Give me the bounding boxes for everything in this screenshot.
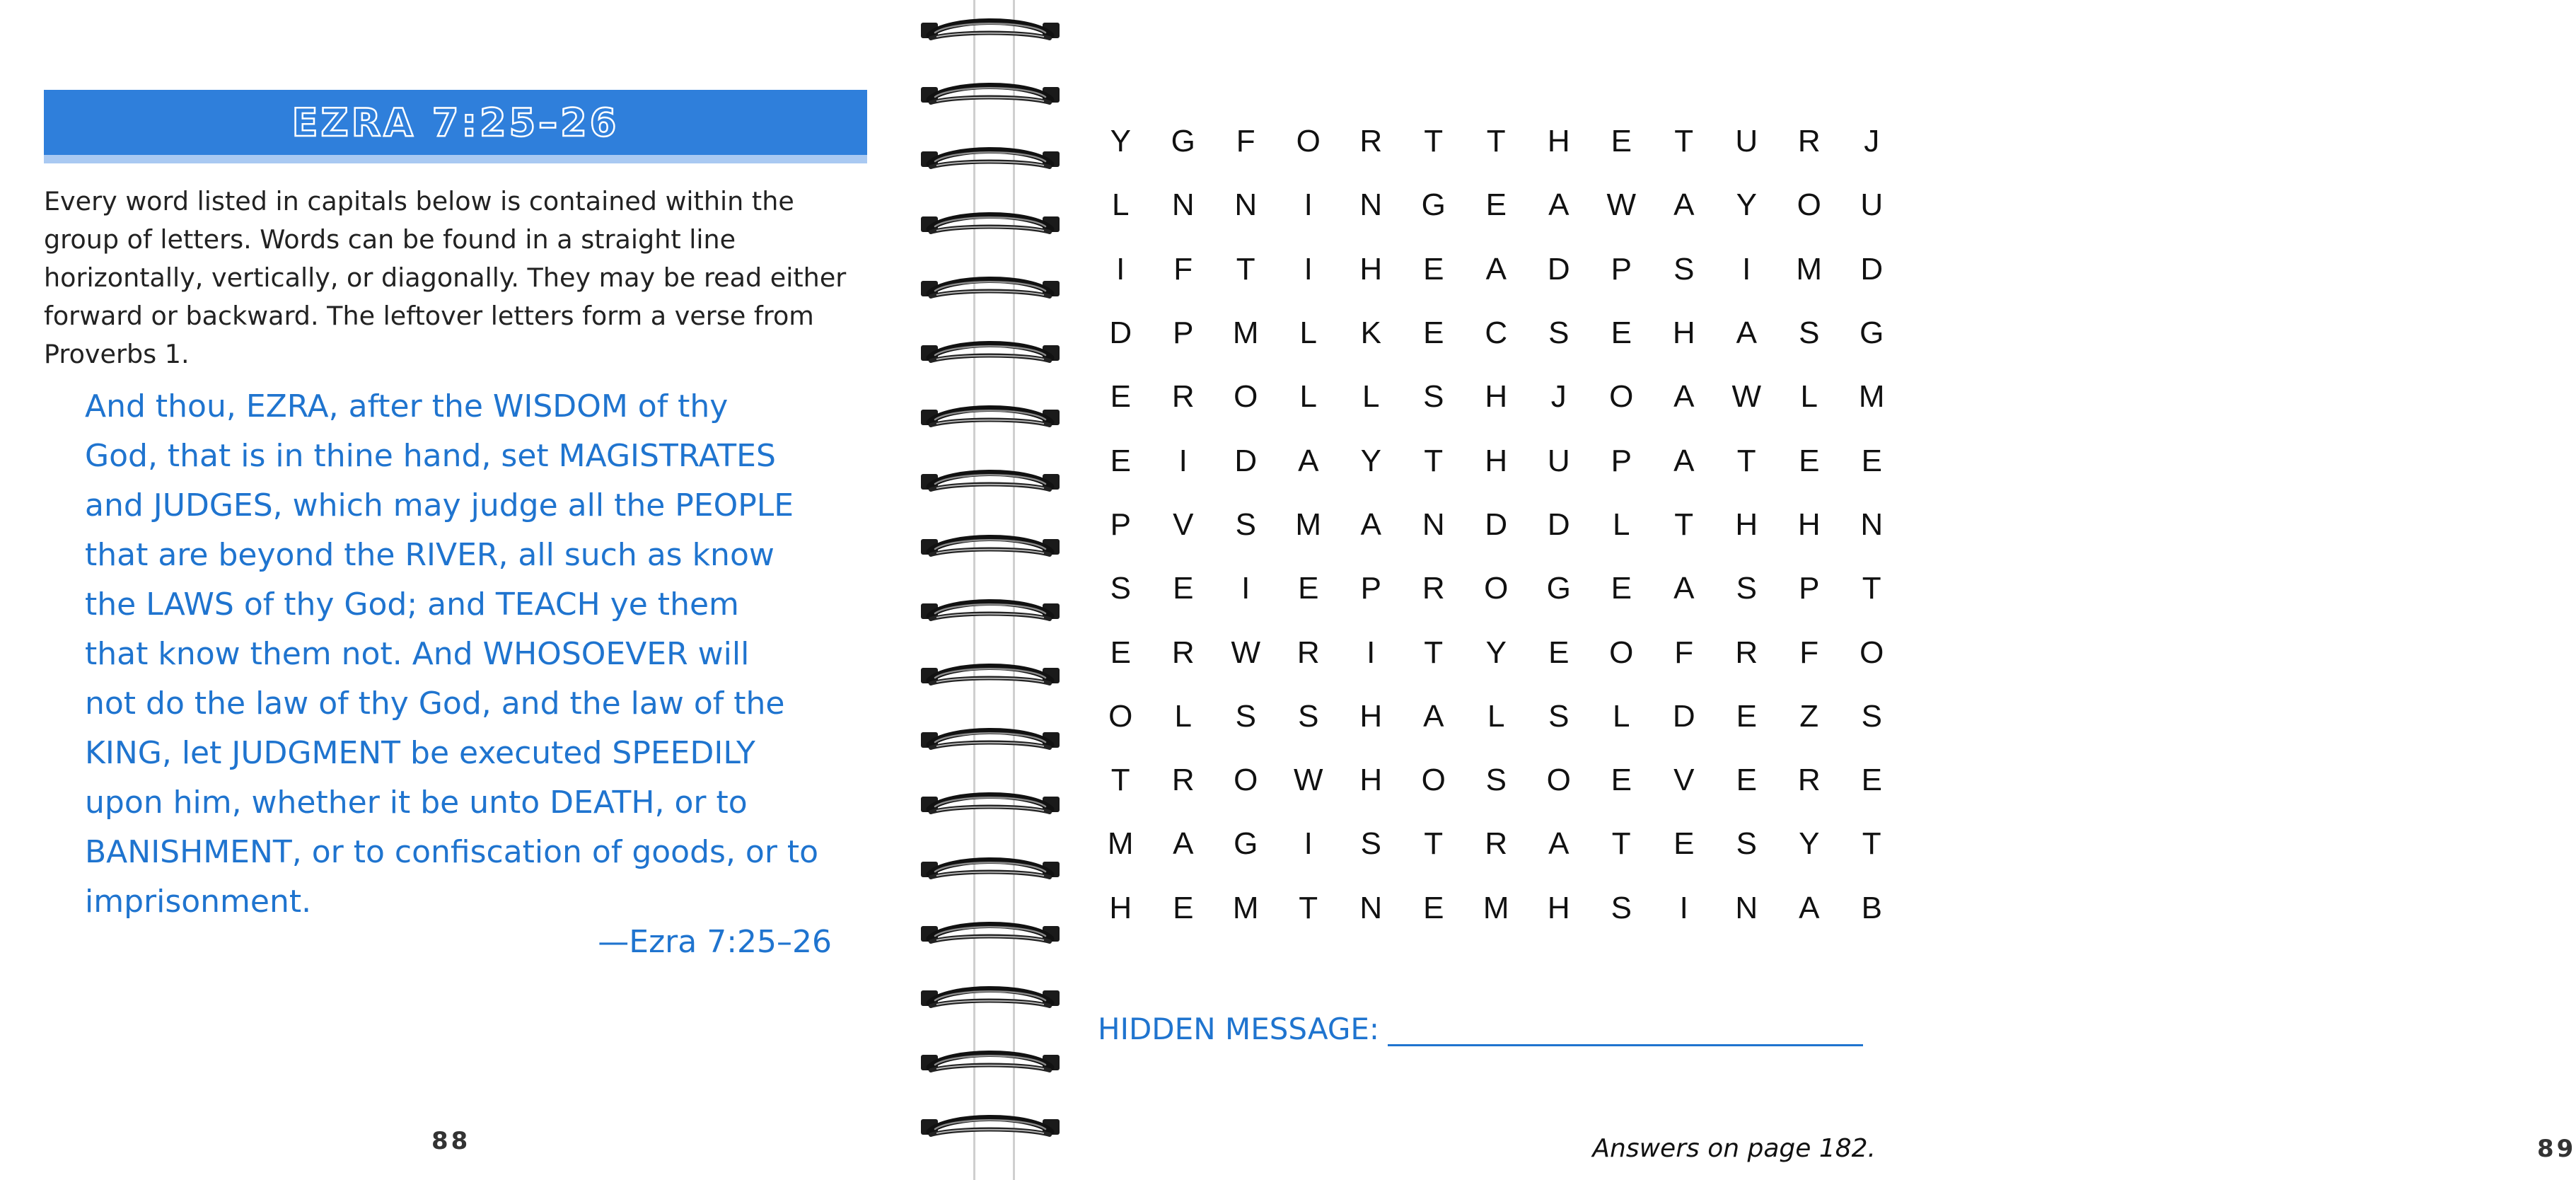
- grid-letter[interactable]: R: [1422, 571, 1445, 606]
- binding-ring: [919, 1111, 1061, 1142]
- grid-letter[interactable]: L: [1613, 698, 1630, 734]
- grid-letter[interactable]: D: [1109, 316, 1132, 351]
- grid-letter[interactable]: L: [1174, 698, 1192, 734]
- grid-letter[interactable]: D: [1547, 251, 1570, 287]
- grid-letter[interactable]: T: [1424, 443, 1444, 478]
- grid-letter[interactable]: T: [1674, 507, 1694, 542]
- grid-letter[interactable]: H: [1735, 507, 1758, 542]
- grid-letter[interactable]: E: [1110, 379, 1131, 415]
- grid-letter[interactable]: O: [1609, 635, 1634, 670]
- grid-letter[interactable]: P: [1173, 316, 1194, 351]
- grid-letter[interactable]: S: [1611, 890, 1632, 925]
- grid-letter[interactable]: T: [1611, 826, 1631, 862]
- grid-letter[interactable]: T: [1862, 571, 1881, 606]
- grid-letter[interactable]: S: [1861, 698, 1882, 734]
- word-search-grid: [1089, 110, 1903, 940]
- grid-letter[interactable]: N: [1359, 187, 1383, 223]
- grid-letter[interactable]: M: [1295, 507, 1322, 542]
- grid-letter[interactable]: G: [1860, 316, 1884, 351]
- grid-letter[interactable]: F: [1674, 635, 1694, 670]
- grid-letter[interactable]: E: [1736, 763, 1757, 798]
- grid-letter[interactable]: H: [1485, 379, 1508, 415]
- grid-letter[interactable]: A: [1485, 251, 1507, 287]
- grid-letter[interactable]: E: [1611, 571, 1632, 606]
- grid-letter[interactable]: F: [1236, 124, 1255, 159]
- grid-letter[interactable]: E: [1799, 443, 1820, 478]
- grid-letter[interactable]: P: [1799, 571, 1820, 606]
- page-number-left: 88: [431, 1127, 471, 1155]
- grid-letter[interactable]: R: [1171, 635, 1195, 670]
- grid-letter[interactable]: O: [1234, 379, 1258, 415]
- verse-line: imprisonment.: [85, 884, 312, 920]
- grid-letter[interactable]: D: [1547, 507, 1570, 542]
- grid-letter[interactable]: O: [1797, 187, 1821, 223]
- grid-letter[interactable]: A: [1548, 826, 1570, 862]
- grid-letter[interactable]: M: [1796, 251, 1823, 287]
- grid-letter[interactable]: G: [1546, 571, 1571, 606]
- grid-letter[interactable]: I: [1241, 571, 1251, 606]
- grid-letter[interactable]: D: [1672, 698, 1695, 734]
- left-page: [0, 0, 912, 1180]
- grid-letter[interactable]: A: [1673, 379, 1695, 415]
- binding-ring: [919, 337, 1061, 368]
- grid-letter[interactable]: S: [1298, 698, 1319, 734]
- grid-letter[interactable]: C: [1485, 316, 1508, 351]
- grid-letter[interactable]: P: [1611, 251, 1632, 287]
- verse-line: God, that is in thine hand, set MAGISTRATES: [85, 438, 776, 474]
- page-title: EZRA 7:25–26: [291, 100, 620, 145]
- grid-letter[interactable]: R: [1735, 635, 1758, 670]
- grid-letter[interactable]: G: [1234, 826, 1258, 862]
- grid-letter[interactable]: R: [1797, 763, 1821, 798]
- grid-letter[interactable]: W: [1731, 379, 1762, 415]
- grid-letter[interactable]: T: [1424, 124, 1444, 159]
- grid-letter[interactable]: O: [1234, 763, 1258, 798]
- grid-letter[interactable]: M: [1483, 890, 1509, 925]
- grid-letter[interactable]: O: [1484, 571, 1509, 606]
- grid-letter[interactable]: I: [1304, 187, 1313, 223]
- grid-letter[interactable]: S: [1673, 251, 1695, 287]
- binding-ring: [919, 465, 1061, 497]
- grid-letter[interactable]: N: [1234, 187, 1258, 223]
- grid-letter[interactable]: A: [1423, 698, 1444, 734]
- grid-letter[interactable]: W: [1293, 763, 1323, 798]
- grid-letter[interactable]: E: [1548, 635, 1570, 670]
- grid-letter[interactable]: H: [1797, 507, 1821, 542]
- grid-letter[interactable]: A: [1799, 890, 1820, 925]
- grid-letter[interactable]: E: [1861, 763, 1882, 798]
- grid-letter[interactable]: P: [1611, 443, 1632, 478]
- grid-letter[interactable]: A: [1673, 443, 1695, 478]
- right-page: [1061, 0, 2576, 1180]
- verse-line: the LAWS of thy God; and TEACH ye them: [85, 586, 739, 623]
- grid-letter[interactable]: V: [1673, 763, 1695, 798]
- binding-ring: [919, 79, 1061, 110]
- grid-letter[interactable]: S: [1235, 698, 1256, 734]
- grid-letter[interactable]: N: [1171, 187, 1195, 223]
- grid-letter[interactable]: E: [1611, 763, 1632, 798]
- grid-letter[interactable]: G: [1171, 124, 1195, 159]
- grid-letter[interactable]: E: [1173, 890, 1194, 925]
- binding-ring: [919, 788, 1061, 819]
- grid-letter[interactable]: S: [1799, 316, 1820, 351]
- grid-letter[interactable]: A: [1736, 316, 1757, 351]
- grid-letter[interactable]: I: [1367, 635, 1376, 670]
- grid-letter[interactable]: T: [1110, 763, 1130, 798]
- grid-letter[interactable]: K: [1360, 316, 1381, 351]
- grid-letter[interactable]: H: [1109, 890, 1132, 925]
- verse-line: that are beyond the RIVER, all such as know: [85, 537, 774, 573]
- grid-letter[interactable]: O: [1546, 763, 1571, 798]
- grid-letter[interactable]: Y: [1110, 124, 1131, 159]
- grid-letter[interactable]: W: [1231, 635, 1261, 670]
- grid-letter[interactable]: T: [1236, 251, 1255, 287]
- grid-letter[interactable]: H: [1547, 890, 1570, 925]
- grid-letter[interactable]: S: [1360, 826, 1381, 862]
- grid-letter[interactable]: E: [1485, 187, 1507, 223]
- grid-letter[interactable]: H: [1547, 124, 1570, 159]
- grid-letter[interactable]: E: [1611, 124, 1632, 159]
- grid-letter[interactable]: E: [1110, 443, 1131, 478]
- grid-letter[interactable]: E: [1110, 635, 1131, 670]
- grid-letter[interactable]: I: [1304, 826, 1313, 862]
- grid-letter[interactable]: F: [1173, 251, 1193, 287]
- grid-letter[interactable]: E: [1861, 443, 1882, 478]
- grid-letter[interactable]: T: [1424, 826, 1444, 862]
- grid-letter[interactable]: B: [1861, 890, 1882, 925]
- grid-letter[interactable]: O: [1108, 698, 1133, 734]
- grid-letter[interactable]: A: [1298, 443, 1319, 478]
- grid-letter[interactable]: T: [1862, 826, 1881, 862]
- grid-letter[interactable]: Y: [1485, 635, 1507, 670]
- grid-letter[interactable]: H: [1359, 698, 1383, 734]
- grid-letter[interactable]: E: [1611, 316, 1632, 351]
- grid-letter[interactable]: Y: [1736, 187, 1757, 223]
- grid-letter[interactable]: H: [1672, 316, 1695, 351]
- grid-letter[interactable]: I: [1304, 251, 1313, 287]
- hidden-message-label: HIDDEN MESSAGE:: [1098, 1012, 1380, 1046]
- grid-letter[interactable]: H: [1359, 251, 1383, 287]
- grid-letter[interactable]: I: [1679, 890, 1688, 925]
- grid-letter[interactable]: N: [1422, 507, 1445, 542]
- grid-letter[interactable]: R: [1359, 124, 1383, 159]
- grid-letter[interactable]: D: [1860, 251, 1884, 287]
- grid-letter[interactable]: M: [1232, 890, 1259, 925]
- grid-letter[interactable]: R: [1485, 826, 1508, 862]
- grid-letter[interactable]: L: [1362, 379, 1380, 415]
- grid-letter[interactable]: I: [1116, 251, 1125, 287]
- instructions-text: Every word listed in capitals below is contained within the group of letters. Words can be found in a straight line horizontally, vertically, or diagonally. They may be read either forward or backward. The leftover letters form a verse from Proverbs 1.: [44, 186, 847, 369]
- grid-letter[interactable]: O: [1296, 124, 1321, 159]
- grid-letter[interactable]: S: [1736, 826, 1757, 862]
- binding-ring: [919, 531, 1061, 562]
- binding-ring: [919, 853, 1061, 884]
- grid-letter[interactable]: R: [1296, 635, 1320, 670]
- binding-ring: [919, 208, 1061, 239]
- grid-letter[interactable]: E: [1736, 698, 1757, 734]
- grid-letter[interactable]: O: [1609, 379, 1634, 415]
- verse-line: And thou, EZRA, after the WISDOM of thy: [85, 388, 729, 424]
- grid-letter[interactable]: S: [1736, 571, 1757, 606]
- binding-ring: [919, 595, 1061, 626]
- grid-letter[interactable]: L: [1299, 316, 1317, 351]
- grid-letter[interactable]: S: [1110, 571, 1131, 606]
- grid-letter[interactable]: G: [1421, 187, 1446, 223]
- grid-letter[interactable]: U: [1735, 124, 1758, 159]
- grid-letter[interactable]: S: [1485, 763, 1507, 798]
- grid-letter[interactable]: D: [1234, 443, 1258, 478]
- grid-letter[interactable]: P: [1360, 571, 1381, 606]
- verse-line: that know them not. And WHOSOEVER will: [85, 636, 750, 672]
- verse-line: and JUDGES, which may judge all the PEOPLE: [85, 487, 794, 524]
- grid-letter[interactable]: A: [1548, 187, 1570, 223]
- grid-letter[interactable]: M: [1232, 316, 1259, 351]
- verse-line: not do the law of thy God, and the law of the: [85, 686, 785, 722]
- grid-letter[interactable]: V: [1173, 507, 1194, 542]
- grid-letter[interactable]: N: [1359, 890, 1383, 925]
- grid-letter[interactable]: W: [1606, 187, 1637, 223]
- title-banner: [44, 90, 867, 163]
- spiral-binding: [919, 0, 1061, 1180]
- grid-letter[interactable]: E: [1173, 571, 1194, 606]
- grid-letter[interactable]: D: [1485, 507, 1508, 542]
- verse-line: KING, let JUDGMENT be executed SPEEDILY: [85, 735, 755, 771]
- grid-letter[interactable]: J: [1550, 379, 1567, 415]
- binding-ring: [919, 14, 1061, 45]
- grid-letter[interactable]: A: [1360, 507, 1381, 542]
- verse-block: [85, 382, 849, 927]
- grid-letter[interactable]: R: [1171, 763, 1195, 798]
- grid-letter[interactable]: T: [1424, 635, 1444, 670]
- verse-line: BANISHMENT, or to confiscation of goods, or to: [85, 834, 819, 870]
- grid-letter[interactable]: U: [1860, 187, 1884, 223]
- answers-note: Answers on page 182.: [1592, 1134, 1876, 1163]
- grid-letter[interactable]: O: [1860, 635, 1884, 670]
- grid-letter[interactable]: Y: [1360, 443, 1381, 478]
- binding-ring: [919, 143, 1061, 174]
- grid-letter[interactable]: Y: [1799, 826, 1820, 862]
- binding-ring: [919, 1046, 1061, 1077]
- grid-letter[interactable]: T: [1486, 124, 1506, 159]
- binding-ring: [919, 401, 1061, 432]
- grid-letter[interactable]: E: [1423, 251, 1444, 287]
- grid-letter[interactable]: T: [1674, 124, 1694, 159]
- grid-letter[interactable]: L: [1613, 507, 1630, 542]
- grid-letter[interactable]: N: [1860, 507, 1884, 542]
- grid-letter[interactable]: Z: [1799, 698, 1819, 734]
- grid-letter[interactable]: I: [1742, 251, 1751, 287]
- grid-letter[interactable]: P: [1110, 507, 1131, 542]
- grid-letter[interactable]: F: [1799, 635, 1819, 670]
- grid-letter[interactable]: A: [1673, 571, 1695, 606]
- page-number-right: 89: [2537, 1135, 2576, 1163]
- grid-letter[interactable]: O: [1421, 763, 1446, 798]
- grid-letter[interactable]: L: [1800, 379, 1818, 415]
- binding-ring: [919, 659, 1061, 690]
- grid-letter[interactable]: J: [1864, 124, 1880, 159]
- grid-letter[interactable]: T: [1299, 890, 1318, 925]
- hidden-message-blank[interactable]: [1388, 1044, 1863, 1046]
- grid-letter[interactable]: L: [1299, 379, 1317, 415]
- grid-letter[interactable]: H: [1359, 763, 1383, 798]
- binding-ring: [919, 272, 1061, 303]
- grid-letter[interactable]: S: [1548, 316, 1570, 351]
- grid-letter[interactable]: M: [1107, 826, 1134, 862]
- grid-letter[interactable]: E: [1298, 571, 1319, 606]
- grid-letter[interactable]: I: [1178, 443, 1188, 478]
- grid-letter[interactable]: A: [1673, 187, 1695, 223]
- grid-letter[interactable]: N: [1735, 890, 1758, 925]
- grid-letter[interactable]: S: [1548, 698, 1570, 734]
- grid-letter[interactable]: E: [1423, 316, 1444, 351]
- grid-letter[interactable]: R: [1797, 124, 1821, 159]
- grid-letter[interactable]: L: [1112, 187, 1130, 223]
- verse-reference: —Ezra 7:25–26: [598, 924, 832, 960]
- grid-letter[interactable]: U: [1547, 443, 1570, 478]
- grid-letter[interactable]: R: [1171, 379, 1195, 415]
- binding-ring: [919, 982, 1061, 1013]
- grid-letter[interactable]: S: [1235, 507, 1256, 542]
- grid-letter[interactable]: A: [1173, 826, 1194, 862]
- binding-ring: [919, 918, 1061, 949]
- grid-letter[interactable]: H: [1485, 443, 1508, 478]
- grid-letter[interactable]: E: [1673, 826, 1695, 862]
- grid-letter[interactable]: T: [1736, 443, 1756, 478]
- verse-line: upon him, whether it be unto DEATH, or to: [85, 785, 748, 821]
- grid-letter[interactable]: E: [1423, 890, 1444, 925]
- grid-letter[interactable]: L: [1487, 698, 1505, 734]
- grid-letter[interactable]: M: [1858, 379, 1885, 415]
- binding-ring: [919, 724, 1061, 755]
- grid-letter[interactable]: S: [1423, 379, 1444, 415]
